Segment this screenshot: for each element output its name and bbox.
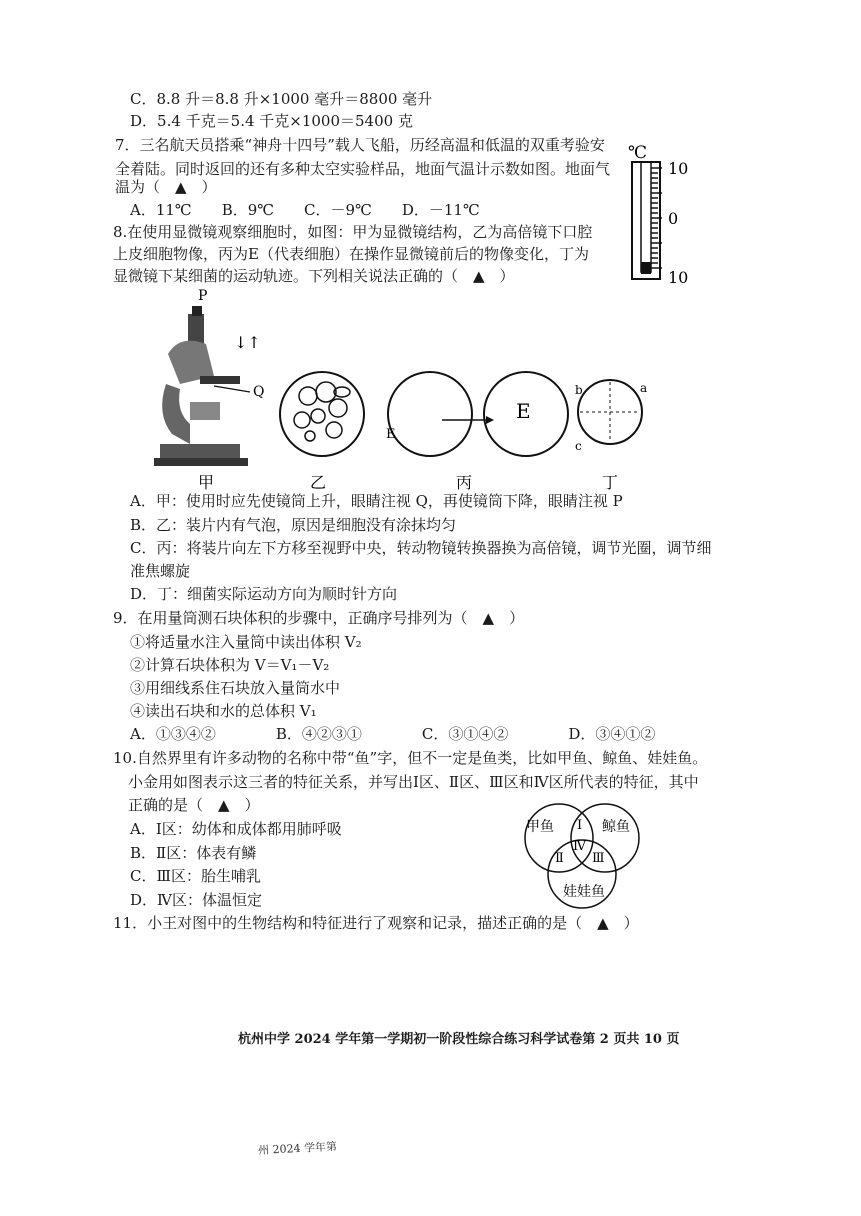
thermometer-liquid [641,262,651,274]
page-footer: 杭州中学 2024 学年第一学期初一阶段性综合练习科学试卷第 2 页共 10 页 [238,1032,680,1047]
region-4: Ⅳ [573,839,586,854]
up-down-arrows: ↓↑ [234,333,261,352]
caption-jia: 甲 [198,473,215,492]
q7-stem-line-3: 温为（ ▲ ） [115,178,217,196]
q8-stem-line-1: 8.在使用显微镜观察细胞时，如图：甲为显微镜结构，乙为高倍镜下口腔 [113,223,593,241]
q7-stem-line-1: 7．三名航天员搭乘“神舟十四号”载人飞船，历经高温和低温的双重考验安 [115,136,605,154]
option-c-unit-conversion: C．8.8 升＝8.8 升×1000 毫升＝8800 毫升 [130,90,433,108]
q8-option-c-line-2: 准焦螺旋 [130,562,191,580]
q10-stem-line-2: 小金用如图表示这三者的特征关系，并写出Ⅰ区、Ⅱ区、Ⅲ区和Ⅳ区所代表的特征，其中 [128,773,699,791]
thermometer-tube [641,162,651,272]
caption-yi: 乙 [310,473,327,492]
region-2: Ⅱ [555,851,564,866]
view-field-before [388,372,472,456]
celsius-unit: ℃ [628,143,648,163]
q9-step-4: ④读出石块和水的总体积 V₁ [130,702,317,720]
region-3: Ⅲ [592,851,605,866]
point-a: a [640,381,648,395]
thermometer-body [632,162,660,279]
q9-step-3: ③用细线系住石块放入量筒水中 [130,679,341,697]
q9-options: A．①③④② B．④②③① C．③①④② D．③④①② [130,725,656,743]
change-arrow-head [486,416,494,424]
circle-jingyu [571,804,639,872]
region-1: Ⅰ [577,818,583,833]
option-d-unit-conversion: D．5.4 千克＝5.4 千克×1000＝5400 克 [130,112,413,130]
label-jiayu: 甲鱼 [526,819,554,835]
tick-label-zero: 0 [668,209,679,228]
venn-diagram [515,802,655,910]
q8-stem-line-2: 上皮细胞物像，丙为E（代表细胞）在操作显微镜前后的物像变化，丁为 [113,245,589,263]
tick-label-bottom: 10 [668,268,689,287]
bleed-through-text: 州 2024 学年第 [257,1139,338,1158]
caption-ding: 丁 [602,473,619,492]
point-c: c [575,439,582,453]
q8-option-d: D．丁：细菌实际运动方向为顺时针方向 [130,585,398,603]
q10-option-c: C．Ⅲ区：胎生哺乳 [130,867,261,885]
label-jingyu: 鲸鱼 [602,819,630,835]
q9-step-1: ①将适量水注入量筒中读出体积 V₂ [130,633,362,651]
q8-option-c-line-1: C．丙：将装片向左下方移至视野中央，转动物镜转换器换为高倍镜，调节光圈，调节细 [130,539,712,557]
e-large: E [516,399,531,423]
microscope-drawing [154,306,250,466]
caption-bing: 丙 [456,473,473,492]
e-small: E [386,427,396,442]
q9-stem: 9．在用量筒测石块体积的步骤中，正确序号排列为（ ▲ ） [113,609,525,627]
label-p: P [198,288,208,304]
q8-option-a: A．甲：使用时应先使镜筒上升，眼睛注视 Q，再使镜筒下降，眼睛注视 P [130,492,623,510]
tick-label-top: 10 [668,159,689,178]
q8-option-b: B．乙：装片内有气泡，原因是细胞没有涂抹均匀 [130,516,457,534]
q11-stem: 11．小王对图中的生物结构和特征进行了观察和记录，描述正确的是（ ▲ ） [113,914,639,932]
q10-stem-line-3: 正确的是（ ▲ ） [128,796,260,814]
microscope-figure [150,284,660,492]
thermometer-figure [610,140,700,290]
q7-stem-line-2: 全着陆。同时返回的还有多种太空实验样品，地面气温计示数如图。地面气 [115,160,611,178]
label-q: Q [253,384,265,400]
q8-stem-line-3: 显微镜下某细菌的运动轨迹。下列相关说法正确的（ ▲ ） [113,267,515,285]
q10-option-d: D．Ⅳ区：体温恒定 [130,891,263,909]
point-b: b [575,383,583,397]
view-field-yi [280,372,364,456]
q10-option-a: A．Ⅰ区：幼体和成体都用肺呼吸 [130,820,342,838]
q7-options: A．11℃ B．9℃ C．－9℃ D．－11℃ [130,201,480,219]
label-wawayu: 娃娃鱼 [563,884,605,900]
cells-and-bubbles [294,382,350,441]
q10-option-b: B．Ⅱ区：体表有鳞 [130,844,257,862]
q9-step-2: ②计算石块体积为 V＝V₁－V₂ [130,656,330,674]
q10-stem-line-1: 10.自然界里有许多动物的名称中带“鱼”字，但不一定是鱼类，比如甲鱼、鲸鱼、娃娃鱼。 [113,749,708,767]
